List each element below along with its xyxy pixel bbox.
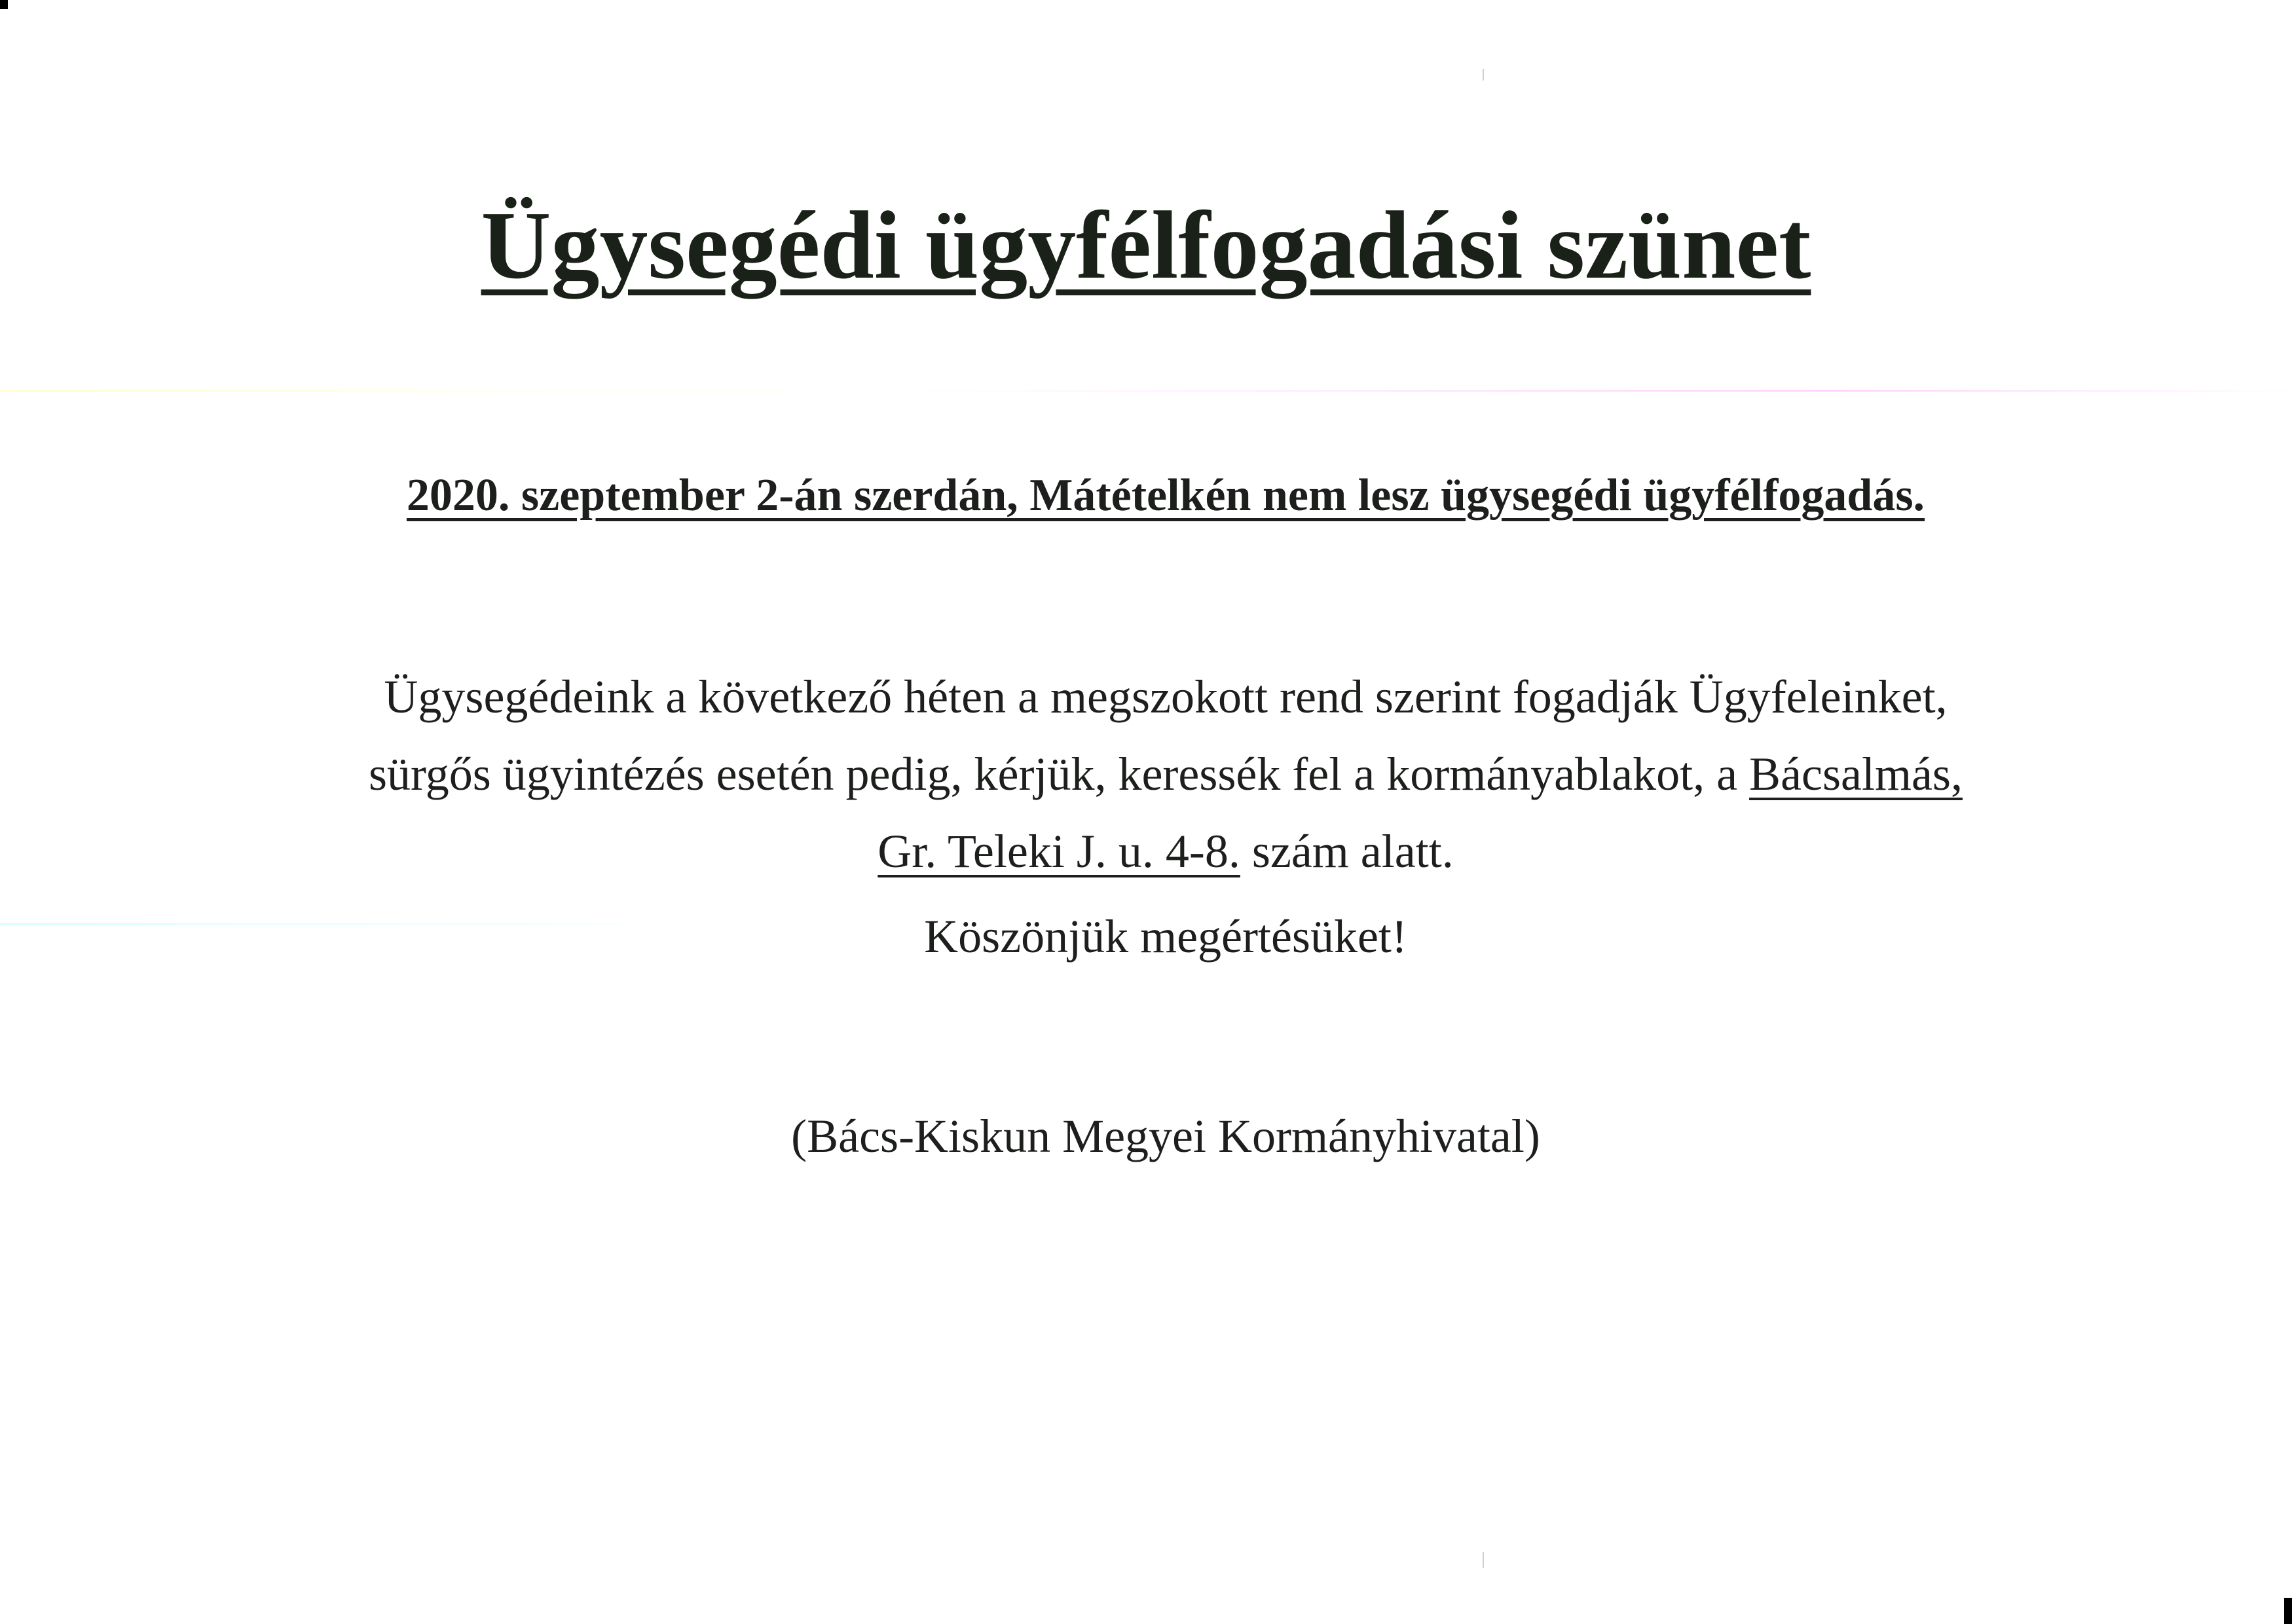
notice-body bbox=[164, 658, 2168, 890]
scan-corner-mark-top-left bbox=[0, 0, 8, 9]
body-line-1: Ügysegédeink a következő héten a megszokott rend szerint fogadják Ügyfeleinket, bbox=[384, 671, 1948, 723]
notice-title: Ügysegédi ügyfélfogadási szünet bbox=[481, 192, 1811, 299]
address-city: Bácsalmás, bbox=[1749, 748, 1963, 800]
address-street: Gr. Teleki J. u. 4-8. bbox=[878, 825, 1240, 877]
fold-mark bbox=[1483, 69, 1484, 81]
body-line-2 bbox=[164, 735, 2168, 813]
thanks-text: Köszönjük megértésüket! bbox=[924, 910, 1407, 963]
scan-corner-mark-bottom-right bbox=[2284, 1598, 2292, 1624]
body-line-3-text: szám alatt. bbox=[1240, 825, 1454, 877]
signature-text: (Bács-Kiskun Megyei Kormányhivatal) bbox=[791, 1110, 1540, 1162]
fold-mark bbox=[1483, 1552, 1484, 1568]
scan-artifact-line bbox=[0, 390, 2292, 392]
body-line-3 bbox=[164, 813, 2168, 890]
notice-subtitle: 2020. szeptember 2-án szerdán, Mátételkén nem lesz ügysegédi ügyfélfogadás. bbox=[406, 470, 1925, 521]
body-line-2-text: sürgős ügyintézés esetén pedig, kérjük, keressék fel a kormányablakot, a bbox=[369, 748, 1750, 800]
